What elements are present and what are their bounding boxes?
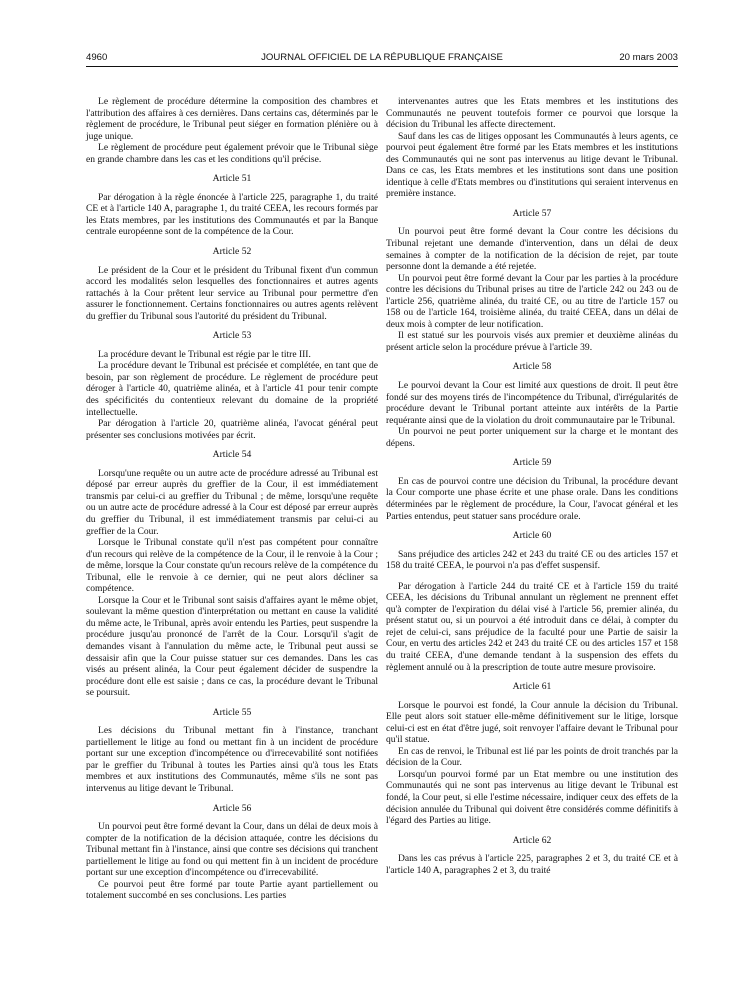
continued-text [386, 96, 678, 200]
article-heading: Article 60 [512, 530, 552, 542]
paragraph: Un pourvoi ne peut porter uniquement sur la charge et le montant des dépens. [386, 426, 678, 449]
paragraph: Lorsqu'un pourvoi formé par un Etat membre ou une institution des Communautés qui ne sont pas intervenus au litige devant le Tribunal est fondé, la Cour peut, si elle l'estime nécessaire, indiquer ceux des effets de la décision annulée du Tribunal qui doivent être considérés comme définitifs à l'égard des Parties au litige. [386, 768, 678, 827]
paragraph: Il est statué sur les pourvois visés aux premier et deuxième alinéas du présent article selon la procédure prévue à l'article 39. [386, 330, 678, 353]
article-heading: Article 59 [512, 457, 552, 469]
article-section [86, 803, 378, 902]
continued-text [86, 96, 378, 165]
paragraph: Le règlement de procédure détermine la composition des chambres et l'attribution des affaires à ces dernières. Dans certains cas, déterminés par le règlement de procédure, le Tribunal peut siéger en formation plénière ou à juge unique. [86, 96, 378, 142]
article-section [386, 530, 678, 673]
article-heading: Article 54 [212, 449, 252, 461]
paragraph: Le pourvoi devant la Cour est limité aux questions de droit. Il peut être fondé sur des moyens tirés de l'incompétence du Tribunal, d'irrégularités de procédure devant le Tribunal portant atteinte aux intérêts de la Partie requérante ainsi que de la violation du droit communautaire par le Tribunal. [386, 380, 678, 426]
left-column [86, 96, 378, 902]
paragraph: Lorsqu'une requête ou un autre acte de procédure adressé au Tribunal est déposé par erreur auprès du greffier de la Cour, il est immédiatement transmis par celui-ci au greffier du Tribunal ; de même, lorsqu'une requête ou un autre acte de procédure adressé à la Cour est déposé par erreur auprès du greffier du Tribunal, il est immédiatement transmis par celui-ci au greffier de la Cour. [86, 467, 378, 537]
article-heading: Article 62 [512, 834, 552, 846]
article-section [86, 707, 378, 795]
paragraph: Un pourvoi peut être formé devant la Cour, dans un délai de deux mois à compter de la notification de la décision attaquée, contre les décisions du Tribunal mettant fin à l'instance, ainsi que contre ses décisions qui tranchent partiellement le litige au fond ou qui mettent fin à un incident de procédure portant sur une exception d'incompétence ou d'irrecevabilité. [86, 821, 378, 879]
paragraph: Lorsque le Tribunal constate qu'il n'est pas compétent pour connaître d'un recours qui relève de la compétence de la Cour, il le renvoie à la Cour ; de même, lorsque la Cour constate qu'un recours relève de la compétence du Tribunal, elle le renvoie à ce dernier, qui ne peut alors décliner sa compétence. [86, 537, 378, 595]
page-number: 4960 [86, 52, 108, 63]
paragraph: La procédure devant le Tribunal est précisée et complétée, en tant que de besoin, par son règlement de procédure. Le règlement de procédure peut déroger à l'article 40, quatrième alinéa, et à l'article 41 pour tenir compte des spécificités du contentieux relevant du domaine de la propriété intellectuelle. [86, 360, 378, 418]
paragraph: Lorsque le pourvoi est fondé, la Cour annule la décision du Tribunal. Elle peut alors soit statuer elle-même définitivement sur le litige, lorsque celui-ci est en état d'être jugé, soit renvoyer l'affaire devant le Tribunal pour qu'il statue. [386, 699, 678, 746]
article-section [386, 835, 678, 877]
paragraph: Par dérogation à l'article 244 du traité CE et à l'article 159 du traité CEEA, les décisions du Tribunal annulant un règlement ne prennent effet qu'à compter de l'expiration du délai visé à l'article 56, premier alinéa, du présent statut ou, si un pourvoi a été introduit dans ce délai, à compter du rejet de celui-ci, sans préjudice de la faculté pour une Partie de saisir la Cour, en vertu des articles 242 et 243 du traité CE ou des articles 157 et 158 du traité CEEA, d'une demande tendant à la suspension des effets du règlement annulé ou à la prescription de toute autre mesure provisoire. [386, 580, 678, 673]
article-heading: Article 57 [512, 207, 552, 219]
journal-title: JOURNAL OFFICIEL DE LA RÉPUBLIQUE FRANÇAISE [261, 52, 503, 63]
paragraph: Le président de la Cour et le président du Tribunal fixent d'un commun accord les modalités selon lesquelles des fonctionnaires et autres agents rattachés à la Cour prêtent leur service au Tribunal pour permettre d'en assurer le fonctionnement. Certains fonctionnaires ou autres agents relèvent du greffier du Tribunal sous l'autorité du président du Tribunal. [86, 264, 378, 322]
article-section [386, 681, 678, 827]
article-heading: Article 51 [212, 173, 252, 185]
paragraph: Un pourvoi peut être formé devant la Cour contre les décisions du Tribunal rejetant une demande d'intervention, dans un délai de deux semaines à compter de la notification de la décision de rejet, par toute personne dont la demande a été rejetée. [386, 226, 678, 273]
paragraph: En cas de pourvoi contre une décision du Tribunal, la procédure devant la Cour comporte une phase écrite et une phase orale. Dans les conditions déterminées par le règlement de procédure, la Cour, l'avocat général et les Parties entendus, peut statuer sans procédure orale. [386, 475, 678, 522]
paragraph: Par dérogation à l'article 20, quatrième alinéa, l'avocat général peut présenter ses conclusions motivées par écrit. [86, 418, 378, 441]
paragraph: Le règlement de procédure peut également prévoir que le Tribunal siège en grande chambre dans les cas et les conditions qu'il précise. [86, 142, 378, 165]
paragraph: intervenantes autres que les Etats membres et les institutions des Communautés ne peuvent toutefois former ce pourvoi que lorsque la décision du Tribunal les affecte directement. [386, 96, 678, 131]
article-heading: Article 61 [512, 681, 552, 693]
article-heading: Article 55 [212, 706, 252, 718]
paragraph: En cas de renvoi, le Tribunal est lié par les points de droit tranchés par la décision de la Cour. [386, 745, 678, 769]
paragraph: Lorsque la Cour et le Tribunal sont saisis d'affaires ayant le même objet, soulevant la même question d'interprétation ou mettant en cause la validité du même acte, le Tribunal, après avoir entendu les Parties, peut suspendre la procédure jusqu'au prononcé de l'arrêt de la Cour. Lorsqu'il s'agit de demandes visant à l'annulation du même acte, le Tribunal peut aussi se dessaisir afin que la Cour puisse statuer sur ces demandes. Dans les cas visés au présent alinéa, la Cour peut également décider de suspendre la procédure dont elle est saisie ; dans ce cas, la procédure devant le Tribunal se poursuit. [86, 594, 378, 699]
paragraph: Sans préjudice des articles 242 et 243 du traité CE ou des articles 157 et 158 du traité CEEA, le pourvoi n'a pas d'effet suspensif. [386, 548, 678, 572]
page-header [86, 52, 678, 66]
header-rule [86, 66, 678, 67]
paragraph-gap [386, 572, 678, 581]
article-section [86, 173, 378, 238]
article-section [386, 208, 678, 354]
article-section [386, 457, 678, 522]
paragraph: Un pourvoi peut être formé devant la Cour par les parties à la procédure contre les décisions du Tribunal prises au titre de l'article 242 ou 243 ou de l'article 256, quatrième alinéa, du traité CE, ou au titre de l'article 157 ou 158 ou de l'article 164, troisième alinéa, du traité CEEA, dans un délai de deux mois à compter de leur notification. [386, 272, 678, 330]
article-section [86, 246, 378, 322]
publication-date: 20 mars 2003 [619, 52, 678, 63]
article-heading: Article 58 [512, 361, 552, 373]
article-heading: Article 53 [212, 330, 252, 342]
paragraph: Ce pourvoi peut être formé par toute Partie ayant partiellement ou totalement succombé en ses conclusions. Les parties [86, 878, 378, 902]
article-heading: Article 56 [212, 802, 252, 814]
paragraph: Par dérogation à la règle énoncée à l'article 225, paragraphe 1, du traité CE et à l'article 140 A, paragraphe 1, du traité CEEA, les recours formés par les Etats membres, par les institutions des Communautés et par la Banque centrale européenne sont de la compétence de la Cour. [86, 191, 378, 238]
article-section [386, 361, 678, 449]
paragraph: Sauf dans les cas de litiges opposant les Communautés à leurs agents, ce pourvoi peut également être formé par les Etats membres et les institutions des Communautés qui ne sont pas intervenus au litige devant le Tribunal. Dans ce cas, les Etats membres et les institutions sont dans une position identique à celle d'Etats membres ou d'institutions qui seraient intervenus en première instance. [386, 130, 678, 200]
article-section [86, 449, 378, 698]
article-section [86, 330, 378, 441]
right-column [386, 96, 678, 876]
paragraph: Les décisions du Tribunal mettant fin à l'instance, tranchant partiellement le litige au fond ou mettant fin à un incident de procédure portant sur une exception d'incompétence ou d'irrecevabilité sont notifiées par le greffier du Tribunal à toutes les Parties ainsi qu'à tous les Etats membres et aux institutions des Communautés, même s'ils ne sont pas intervenus au litige devant le Tribunal. [86, 725, 378, 794]
article-heading: Article 52 [212, 246, 252, 258]
paragraph: Dans les cas prévus à l'article 225, paragraphes 2 et 3, du traité CE et à l'article 140 A, paragraphes 2 et 3, du traité [386, 853, 678, 876]
paragraph: La procédure devant le Tribunal est régie par le titre III. [98, 348, 311, 360]
